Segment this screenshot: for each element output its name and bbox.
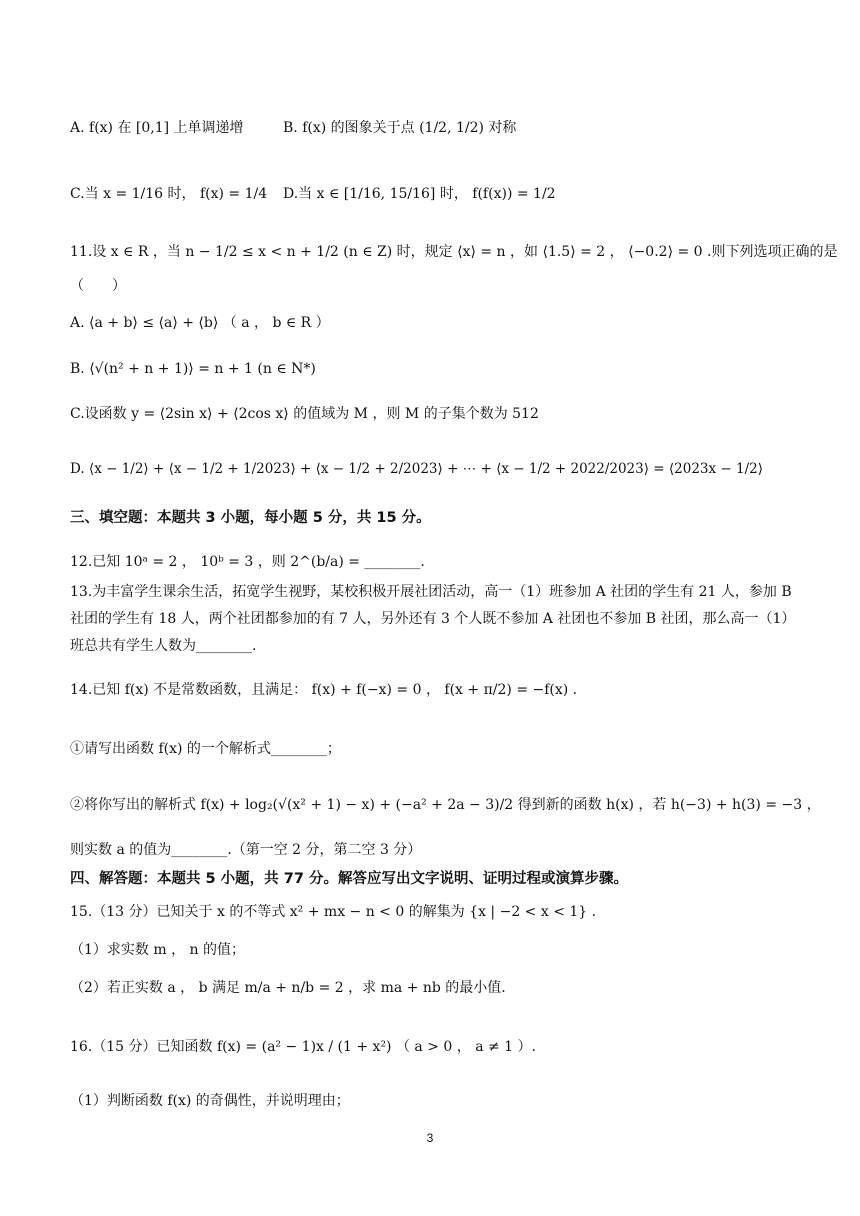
q10-option-a: A. f(x) 在 [0,1] 上单调递增 — [70, 120, 244, 136]
q11-option-b: B. ⟨√(n² + n + 1)⟩ = n + 1 (n ∈ N*) — [70, 361, 316, 377]
q11-stem: 11.设 x ∈ R ，当 n − 1/2 ≤ x < n + 1/2 (n ∈ Z) 时，规定 ⟨x⟩ = n ，如 ⟨1.5⟩ = 2 ， ⟨−0.2⟩ = 0 .则下列选项正确的是 — [70, 244, 838, 260]
q15-stem: 15.（13 分）已知关于 x 的不等式 x² + mx − n < 0 的解集为 {x | −2 < x < 1} . — [70, 904, 597, 920]
q14-part-1: ①请写出函数 f(x) 的一个解析式________； — [70, 741, 341, 757]
q11-option-c: C.设函数 y = ⟨2sin x⟩ + ⟨2cos x⟩ 的值域为 M ，则 M 的子集个数为 512 — [70, 406, 539, 422]
q12: 12.已知 10ᵃ = 2 ， 10ᵇ = 3 ，则 2^(b/a) = ________. — [70, 554, 425, 570]
q16-stem: 16.（15 分）已知函数 f(x) = (a² − 1)x / (1 + x²) （ a > 0 ， a ≠ 1 ）. — [70, 1039, 536, 1055]
q11-option-d: D. ⟨x − 1/2⟩ + ⟨x − 1/2 + 1/2023⟩ + ⟨x − 1/2 + 2/2023⟩ + ⋯ + ⟨x − 1/2 + 2022/2023⟩ = ⟨2023x − 1/2⟩ — [70, 461, 764, 477]
page-number: 3 — [426, 1131, 434, 1145]
section-3-heading: 三、填空题：本题共 3 小题，每小题 5 分，共 15 分。 — [70, 510, 431, 526]
q15-part-1: （1）求实数 m ， n 的值； — [70, 942, 245, 958]
q10-option-d: D.当 x ∈ [1/16, 15/16] 时， f(f(x)) = 1/2 — [283, 186, 556, 202]
q16-part-1: （1）判断函数 f(x) 的奇偶性，并说明理由； — [70, 1093, 350, 1109]
section-4-heading: 四、解答题：本题共 5 小题，共 77 分。解答应写出文字说明、证明过程或演算步骤。 — [70, 871, 628, 887]
q11-answer-blank: （ ） — [70, 278, 126, 294]
q15-part-2: （2）若正实数 a ， b 满足 m/a + n/b = 2 ，求 ma + nb 的最小值. — [70, 980, 506, 996]
q14-part-2-cont: 则实数 a 的值为________.（第一空 2 分，第二空 3 分） — [70, 842, 422, 858]
q13: 13.为丰富学生课余生活，拓宽学生视野，某校积极开展社团活动，高一（1）班参加 A 社团的学生有 21 人，参加 B 社团的学生有 18 人，两个社团都参加的有 7 人，另外还有 3 个人既不参加 A 社团也不参加 B 社团，那么高一（1）班总共有学生人数为________. — [70, 584, 792, 654]
q11-option-a: A. ⟨a + b⟩ ≤ ⟨a⟩ + ⟨b⟩ （ a ， b ∈ R ） — [70, 315, 330, 331]
q10-option-b: B. f(x) 的图象关于点 (1/2, 1/2) 对称 — [283, 120, 517, 136]
q14-stem: 14.已知 f(x) 不是常数函数，且满足： f(x) + f(−x) = 0 ， f(x + π/2) = −f(x) . — [70, 682, 578, 698]
q14-part-2: ②将你写出的解析式 f(x) + log₂(√(x² + 1) − x) + (−a² + 2a − 3)/2 得到新的函数 h(x) ，若 h(−3) + h(3) = −3 ， — [70, 797, 821, 813]
q10-option-c: C.当 x = 1/16 时， f(x) = 1/4 — [70, 186, 268, 202]
